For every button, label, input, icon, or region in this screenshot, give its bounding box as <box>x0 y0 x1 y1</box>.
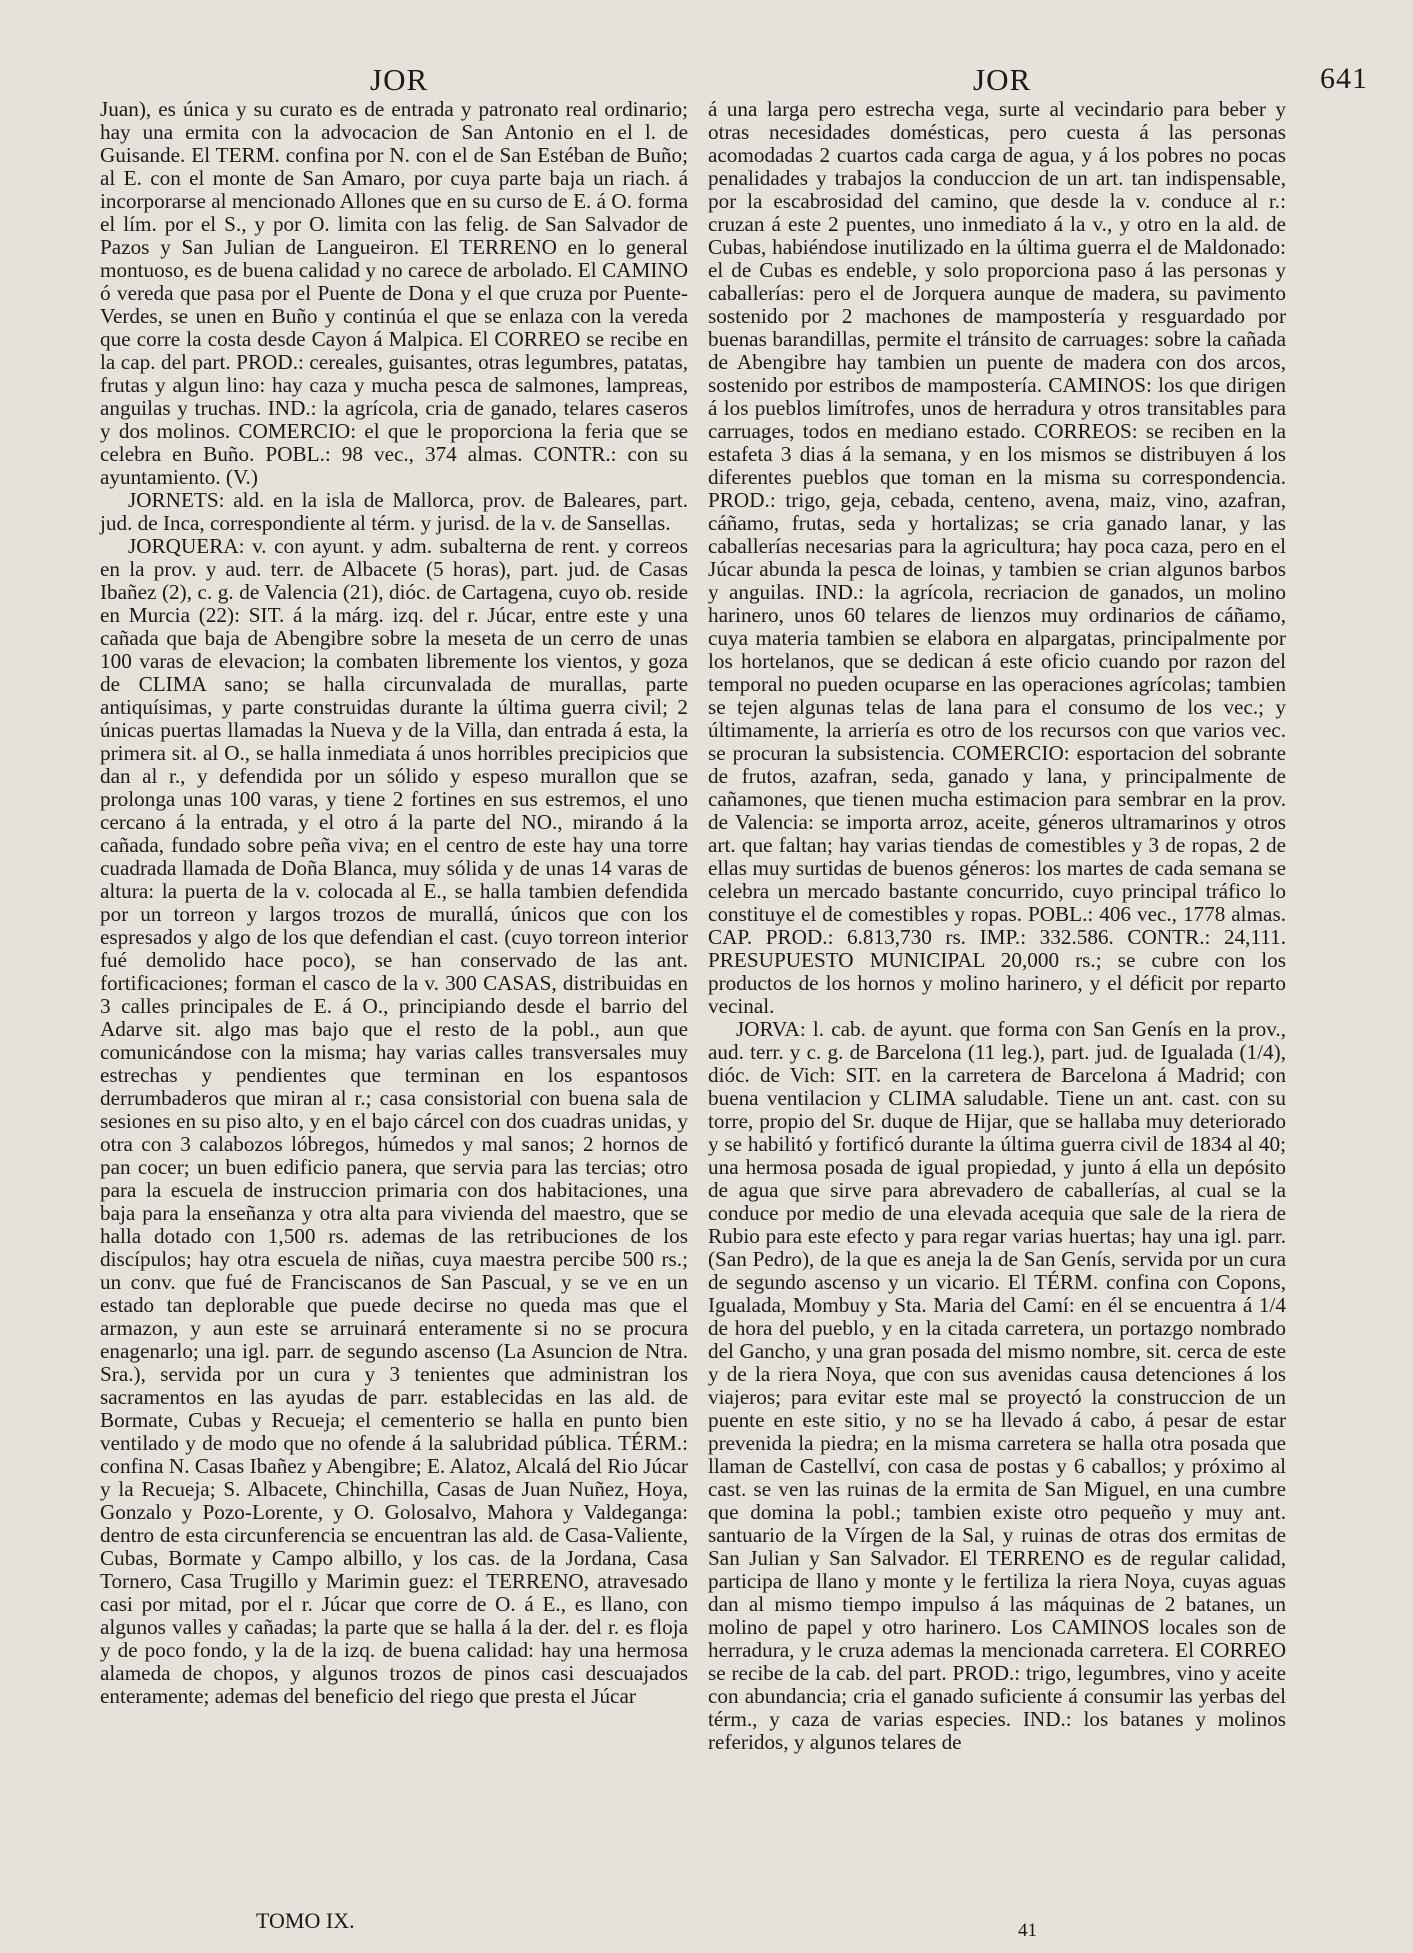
header-right-title: JOR <box>973 62 1032 97</box>
paragraph-juan-continuation: Juan), es única y su curato es de entrada y patronato real ordinario; hay una ermita con la advocacion de San Antonio en el l. de Guisande. El TERM. confina por N. con el de San Estéban de Buño; al E. con el monte de San Amaro, por cuya parte baja un riach. á incorporarse al mencionado Allones que en su curso de E. á O. forma el lím. por el S., y por O. limita con las felig. de San Salvador de Pazos y San Julian de Langueiron. El TERRENO en lo general montuoso, es de buena calidad y no carece de arbolado. El CAMINO ó vereda que pasa por el Puente de Dona y el que cruza por Puente-Verdes, se unen en Buño y continúa el que se enlaza con la vereda que corre la costa desde Cayon á Malpica. El CORREO se recibe en la cap. del part. PROD.: cereales, guisantes, otras legumbres, patatas, frutas y algun lino: hay caza y mucha pesca de salmones, lampreas, anguilas y truchas. IND.: la agrícola, cria de ganado, telares caseros y dos molinos. COMERCIO: el que le proporciona la feria que se celebra en Buño. POBL.: 98 vec., 374 almas. CONTR.: con su ayuntamiento. (V.) <box>100 97 688 489</box>
paragraph-jorquera: JORQUERA: v. con ayunt. y adm. subalterna de rent. y correos en la prov. y aud. terr. de Albacete (5 horas), part. jud. de Casas Ibañez (2), c. g. de Valencia (21), dióc. de Cartagena, cuyo ob. reside en Murcia (22): SIT. á la márg. izq. del r. Júcar, entre este y una cañada que baja de Abengibre sobre la meseta de un cerro de unas 100 varas de elevacion; la combaten libremente los vientos, y goza de CLIMA sano; se halla circunvalada de murallas, parte antiquísimas, y parte construidas durante la última guerra civil; 2 únicas puertas llamadas la Nueva y de la Villa, dan entrada á esta, la primera sit. al O., se halla inmediata á unos horribles precipicios que dan al r., y defendida por un sólido y espeso murallon que se prolonga unas 100 varas, y tiene 2 fortines en sus estremos, el uno cercano á la entrada, y el otro á la parte del NO., mirando á la cañada, fundado sobre peña viva; en el centro de este hay una torre cuadrada llamada de Doña Blanca, muy sólida y de unas 14 varas de altura: la puerta de la v. colocada al E., se halla tambien defendida por un torreon y largos trozos de murallá, únicos que con los espresados y algo de los que defendian el cast. (cuyo torreon interior fué demolido hace poco), se han conservado de las ant. fortificaciones; forman el casco de la v. 300 CASAS, distribuidas en 3 calles principales de E. á O., principiando desde el barrio del Adarve sit. algo mas bajo que el resto de la pobl., aun que comunicándose con la misma; hay varias calles transversales muy estrechas y pendientes que terminan en los espantosos derrumbaderos que miran al r.; casa consistorial con buena sala de sesiones en su piso alto, y en el bajo cárcel con dos cuadras unidas, y otra con 3 calabozos lóbregos, húmedos y mal sanos; 2 hornos de pan cocer; un buen edificio panera, que servia para las tercias; otro para la escuela de instruccion primaria con dos habitaciones, una baja para la enseñanza y otra alta para vivienda del maestro, que se halla dotado con 1,500 rs. ademas de las retribuciones de los discípulos; hay otra escuela de niñas, cuya maestra percibe 500 rs.; un conv. que fué de Franciscanos de San Pascual, y se ve en un estado tan deplorable que puede decirse no queda mas que el armazon, y aun este se arruinará enteramente si no se procura enagenarlo; una igl. parr. de segundo ascenso (La Asuncion de Ntra. Sra.), servida por un cura y 3 tenientes que administran los sacramentos en las ayudas de parr. establecidas en las ald. de Bormate, Cubas y Recueja; el cementerio se halla en punto bien ventilado y de modo que no ofende á la salubridad pública. TÉRM.: confina N. Casas Ibañez y Abengibre; E. Alatoz, Alcalá del Rio Júcar y la Recueja; S. Albacete, Chinchilla, Casas de Juan Nuñez, Hoya, Gonzalo y Pozo-Lorente, y O. Golosalvo, Mahora y Valdeganga: dentro de esta circunferencia se encuentran las ald. de Casa-Valiente, Cubas, Bormate y Campo albillo, y los cas. de la Jordana, Casa Tornero, Casa Trugillo y Marimin guez: el TERRENO, atravesado casi por mitad, por el r. Júcar que corre de O. á E., es llano, con algunos valles y cañadas; la parte que se halla á la der. del r. es floja y de poco fondo, y la de la izq. de buena calidad: hay una hermosa alameda de chopos, y algunos trozos de pinos casi descuajados enteramente; ademas del beneficio del riego que presta el Júcar <box>100 534 688 1708</box>
page-number: 641 <box>1320 62 1368 95</box>
left-text-column <box>100 98 688 1708</box>
footer-volume: TOMO IX. <box>256 1908 355 1933</box>
right-text-column <box>708 98 1286 1754</box>
paragraph-jorquera-continuation: á una larga pero estrecha vega, surte al vecindario para beber y otras necesidades domésticas, pero cuesta á las personas acomodadas 2 cuartos cada carga de agua, y á los pobres no pocas penalidades y trabajos la conduccion de un art. tan indispensable, por la escabrosidad del camino, que desde la v. conduce al r.: cruzan á este 2 puentes, uno inmediato á la v., y otro en la ald. de Cubas, habiéndose inutilizado en la última guerra el de Maldonado: el de Cubas es endeble, y solo proporciona paso á las personas y caballerías: pero el de Jorquera aunque de madera, su pavimento sostenido por 2 machones de mampostería y resguardado por buenas barandillas, permite el tránsito de carruages: sobre la cañada de Abengibre hay tambien un puente de madera con dos arcos, sostenido por estribos de mampostería. CAMINOS: los que dirigen á los pueblos limítrofes, unos de herradura y otros transitables para carruages, todos en mediano estado. CORREOS: se reciben en la estafeta 3 dias á la semana, y en los mismos se distribuyen á los diferentes pueblos que toman en la misma su correspondencia. PROD.: trigo, geja, cebada, centeno, avena, maiz, vino, azafran, cáñamo, frutas, seda y hortalizas; se cria ganado lanar, y las caballerías necesarias para la agricultura; hay poca caza, pero en el Júcar abunda la pesca de loinas, y tambien se crian algunos barbos y anguilas. IND.: la agrícola, recriacion de ganados, un molino harinero, unos 60 telares de lienzos muy ordinarios de cáñamo, cuya materia tambien se elabora en alpargatas, principalmente por los hortelanos, que se dedican á este oficio cuando por razon del temporal no pueden ocuparse en las operaciones agrícolas; tambien se tejen algunas telas de lana para el consumo de los vec.; y últimamente, la arriería es otro de los recursos con que varios vec. se procuran la subsistencia. COMERCIO: esportacion del sobrante de frutos, azafran, seda, ganado y lana, y principalmente de cañamones, que tienen mucha estimacion para sembrar en la prov. de Valencia: se importa arroz, aceite, géneros ultramarinos y otros art. que faltan; hay varias tiendas de comestibles y 3 de ropas, 2 de ellas muy surtidas de buenos géneros: los martes de cada semana se celebra un mercado bastante concurrido, cuyo principal tráfico lo constituye el de comestibles y ropas. POBL.: 406 vec., 1778 almas. CAP. PROD.: 6.813,730 rs. IMP.: 332.586. CONTR.: 24,111. PRESUPUESTO MUNICIPAL 20,000 rs.; se cubre con los productos de los hornos y molino harinero, y el déficit por reparto vecinal. <box>708 97 1286 1018</box>
footer-signature: 41 <box>1018 1920 1037 1941</box>
paragraph-jorva: JORVA: l. cab. de ayunt. que forma con San Genís en la prov., aud. terr. y c. g. de Barcelona (11 leg.), part. jud. de Igualada (1/4), dióc. de Vich: SIT. en la carretera de Barcelona á Madrid; con buena ventilacion y CLIMA saludable. Tiene un ant. cast. con su torre, propio del Sr. duque de Hijar, que se hallaba muy deteriorado y se habilitó y fortificó durante la última guerra civil de 1834 al 40; una hermosa posada de igual propiedad, y junto á ella un depósito de agua que sirve para abrevadero de caballerías, al cual se la conduce por medio de una elevada acequia que sale de la riera de Rubio para este efecto y para regar varias huertas; hay una igl. parr. (San Pedro), de la que es aneja la de San Genís, servida por un cura de segundo ascenso y un vicario. El TÉRM. confina con Copons, Igualada, Mombuy y Sta. Maria del Camí: en él se encuentra á 1/4 de hora del pueblo, y en la citada carretera, un portazgo nombrado del Gancho, y una gran posada del mismo nombre, sit. cerca de este y de la riera Noya, que con sus avenidas causa detenciones á los viajeros; para evitar este mal se proyectó la construccion de un puente en este sitio, y no se ha llevado á cabo, á pesar de estar prevenida la piedra; en la misma carretera se halla otra posada que llaman de Castellví, con casa de postas y 6 caballos; y próximo al cast. se ven las ruinas de la ermita de San Miguel, en una cumbre que domina la pobl.; tambien existe otro pequeño y muy ant. santuario de la Vírgen de la Sal, y ruinas de otras dos ermitas de San Julian y San Salvador. El TERRENO es de regular calidad, participa de llano y monte y le fertiliza la riera Noya, cuyas aguas dan al mismo tiempo impulso á las máquinas de 2 batanes, un molino de papel y otro harinero. Los CAMINOS locales son de herradura, y le cruza ademas la mencionada carretera. El CORREO se recibe de la cab. del part. PROD.: trigo, legumbres, vino y aceite con abundancia; cria el ganado suficiente á consumir las yerbas del térm., y caza de varias especies. IND.: los batanes y molinos referidos, y algunos telares de <box>708 1017 1286 1754</box>
paragraph-jornets: JORNETS: ald. en la isla de Mallorca, prov. de Baleares, part. jud. de Inca, correspondiente al térm. y jurisd. de la v. de Sansellas. <box>100 488 688 535</box>
header-left-title: JOR <box>370 62 429 97</box>
